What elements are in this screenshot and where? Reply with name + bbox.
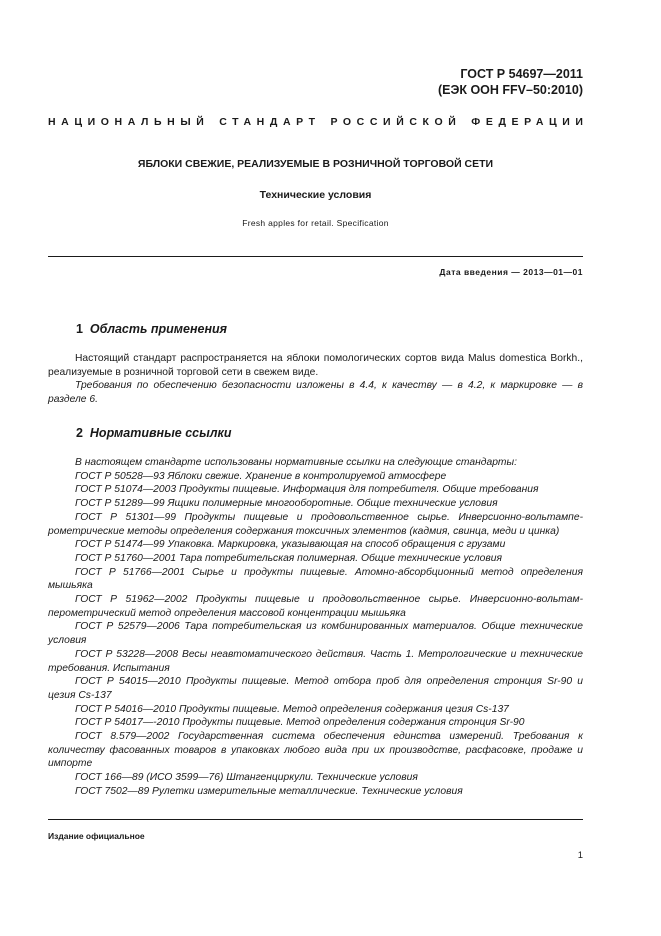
reference-item: ГОСТ Р 54015—2010 Продукты пищевые. Метод отбора проб для определения стронция Sr-90 и цезия Cs-137 (48, 676, 583, 701)
reference-item: ГОСТ Р 51760—2001 Тара потребительская полимерная. Общие технические условия (75, 552, 502, 564)
references-intro: В настоящем стандарте использованы нормативные ссылки на следующие стандарты: (75, 457, 517, 468)
banner-word: ФЕДЕРАЦИИ (471, 116, 589, 128)
reference-item: ГОСТ Р 51962—2002 Продукты пищевые и продовольственное сырье. Инверсионно-вольтамперометрический метод определения массовой концентрации мышьяка (48, 594, 583, 619)
national-standard-banner (48, 116, 589, 128)
document-subtitle: Технические условия (259, 189, 372, 201)
reference-item: ГОСТ Р 53228—2008 Весы неавтоматического действия. Часть 1. Метрологические и технические требования. Испытания (48, 648, 583, 674)
reference-item: ГОСТ 7502—89 Рулетки измерительные металлические. Технические условия (75, 785, 463, 797)
reference-item: ГОСТ Р 51289—99 Ящики полимерные многооборотные. Общие технические условия (75, 498, 498, 510)
standard-alt-code: (ЕЭК ООН FFV–50:2010) (437, 83, 583, 97)
title-divider (48, 256, 583, 257)
reference-item: ГОСТ Р 51301—99 Продукты пищевые и продовольственное сырье. Инверсионно-вольтамперометрические методы определения содержания токсичных элементов (кадмия, свинца, меди и цинка) (48, 511, 583, 537)
reference-item: ГОСТ 166—89 (ИСО 3599—76) Штангенциркули. Технические условия (75, 772, 418, 784)
introduction-date: Дата введения — 2013—01—01 (439, 267, 583, 277)
reference-item: ГОСТ Р 50528—93 Яблоки свежие. Хранение в контролируемой атмосфере (75, 470, 447, 482)
section-2-title: Нормативные ссылки (89, 426, 232, 440)
reference-item: ГОСТ Р 54017—-2010 Продукты пищевые. Метод определения содержания стронция Sr-90 (75, 717, 525, 729)
section-2-heading (76, 426, 232, 440)
scope-paragraph: Настоящий стандарт распространяется на яблоки помологических сортов вида Malus domestica Borkh., реализуемые в розничной торговой сети в свежем виде. (48, 353, 583, 378)
section-1-body (48, 352, 583, 407)
english-title: Fresh apples for retail. Specification (242, 218, 389, 228)
scope-requirements-paragraph: Требования по обеспечению безопасности изложены в 4.4, к качеству — в 4.2, к маркировке — в разделе 6. (48, 380, 583, 406)
page-number: 1 (577, 850, 583, 861)
reference-item: ГОСТ Р 51074—2003 Продукты пищевые. Информация для потребителя. Общие требования (75, 484, 539, 496)
section-1-heading (76, 322, 227, 336)
banner-word: НАЦИОНАЛЬНЫЙ (48, 116, 210, 128)
banner-word: РОССИЙСКОЙ (330, 116, 462, 128)
section-2-number: 2 (76, 426, 83, 440)
standard-code: ГОСТ Р 54697—2011 (460, 67, 583, 81)
section-1-title: Область применения (89, 322, 228, 336)
document-title: ЯБЛОКИ СВЕЖИЕ, РЕАЛИЗУЕМЫЕ В РОЗНИЧНОЙ ТОРГОВОЙ СЕТИ (137, 158, 494, 170)
footer-divider (48, 819, 583, 820)
reference-item: ГОСТ Р 54016—2010 Продукты пищевые. Метод определения содержания цезия Cs-137 (75, 703, 509, 715)
reference-item: ГОСТ 8.579—2002 Государственная система обеспечения единства измерений. Требования к количеству фасованных товаров в упаковках любого вида при их производстве, расфасовке, продаже и импорте (48, 731, 583, 770)
official-edition-label: Издание официальное (48, 831, 145, 841)
section-2-body (48, 456, 583, 799)
reference-item: ГОСТ Р 51766—2001 Сырье и продукты пищевые. Атомно-абсорбционный метод определения мышьяка (48, 566, 583, 592)
reference-item: ГОСТ Р 52579—2006 Тара потребительская из комбинированных материалов. Общие технические условия (48, 621, 583, 647)
reference-item: ГОСТ Р 51474—99 Упаковка. Маркировка, указывающая на способ обращения с грузами (75, 539, 506, 551)
banner-word: СТАНДАРТ (219, 116, 321, 128)
section-1-number: 1 (76, 322, 83, 336)
